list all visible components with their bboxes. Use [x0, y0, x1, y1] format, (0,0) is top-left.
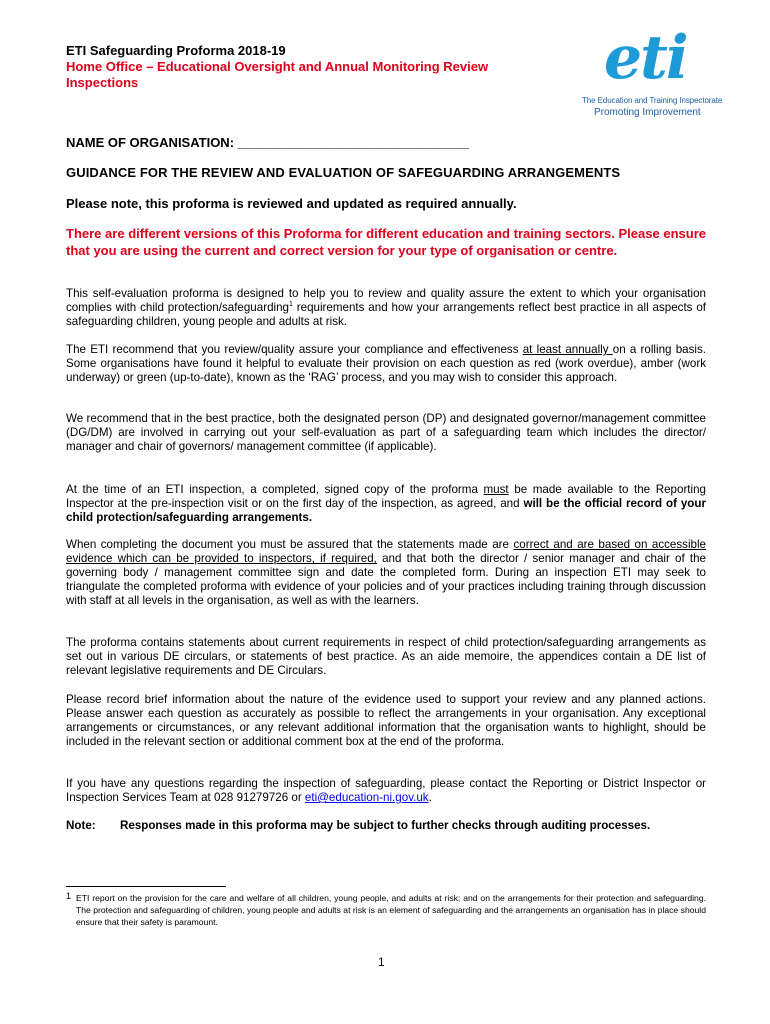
paragraph-best-practice: We recommend that in the best practice, both the designated person (DP) and designated governor/management committee (DG/DM) are involved in carrying out your self-evaluation as part of a safeguarding team which includes the director/ manager and chair of governors/ management committee (if applicable).	[66, 412, 706, 453]
paragraph-statements: The proforma contains statements about current requirements in respect of child protection/safeguarding arrangements as set out in various DE circulars, or statements of best practice. As an aide memoire, the appendices contain a DE list of relevant legislative requirements and DE Circulars.	[66, 636, 706, 677]
document-header	[66, 43, 556, 91]
eti-logo	[580, 23, 730, 122]
guidance-heading: GUIDANCE FOR THE REVIEW AND EVALUATION OF SAFEGUARDING ARRANGEMENTS	[66, 165, 621, 180]
document-title: ETI Safeguarding Proforma 2018-19	[66, 43, 286, 58]
contact-email-link[interactable]: eti@education-ni.gov.uk	[304, 791, 429, 804]
footnote-ref: 1	[289, 301, 293, 309]
version-warning: There are different versions of this Proforma for different education and training sectors. Please ensure that you are using the current and correct version for your type of organisation or centre.	[66, 226, 706, 258]
final-note-text: Responses made in this proforma may be subject to further checks through auditing processes.	[120, 819, 651, 832]
final-note-label: Note:	[66, 819, 96, 832]
paragraph-completing: When completing the document you must be assured that the statements made are correct and are based on accessible evidence which can be provided to inspectors, if required, and that both the director / senior manager and chair of the governing body / management committee sign and date the completed form. During an inspection ETI may seek to triangulate the completed proforma with evidence of your policies and of your practices including training through discussion with staff at all levels in the organisation, as well as with the learners.	[66, 538, 706, 607]
paragraph-evidence: Please record brief information about the nature of the evidence used to support your review and any planned actions. Please answer each question as accurately as possible to reflect the arrangements in your organisation. Any exceptional arrangements or circumstances, or any relevant additional information that the organisation wants to highlight, should be included in the relevant section or additional comment box at the end of the proforma.	[66, 693, 706, 748]
organisation-name-field: NAME OF ORGANISATION: ________________________________	[66, 135, 469, 150]
annual-review-note: Please note, this proforma is reviewed and updated as required annually.	[66, 196, 517, 211]
eti-logo-word: eti	[604, 23, 687, 93]
footnote-text: ETI report on the provision for the care and welfare of all children, young people, and adults at risk; and on the arrangements for their protection and safeguarding. The protection and safeguarding of children, young people and adults at risk is an element of safeguarding and the arrangements an organisation has in place should ensure that their safety is paramount.	[76, 893, 706, 927]
footnote-number: 1	[66, 891, 72, 901]
paragraph-inspection: At the time of an ETI inspection, a completed, signed copy of the proforma must be made available to the Reporting Inspector at the pre-inspection visit or on the first day of the inspection, as agreed, and will be the official record of your child protection/safeguarding arrangements.	[66, 483, 707, 524]
paragraph-contact: If you have any questions regarding the inspection of safeguarding, please contact the Reporting or District Inspector or Inspection Services Team at 028 91279726 or eti@education-ni.gov.uk.	[66, 777, 706, 804]
paragraph-purpose: This self-evaluation proforma is designed to help you to review and quality assure the extent to which your organisation complies with child protection/safeguarding$^1$ requirements and how your arrangements reflect best practice in all aspects of safeguarding children, young people and adults at risk.	[66, 287, 707, 328]
eti-logo-tagline: The Education and Training Inspectorate	[582, 96, 723, 105]
page-number: 1	[378, 955, 385, 969]
paragraph-recommendation: The ETI recommend that you review/quality assure your compliance and effectiveness at least annually on a rolling basis. Some organisations have found it helpful to evaluate their provision on each question as red (work overdue), amber (work underway) or green (up-to-date), known as the ‘RAG’ process, and you may wish to consider this approach.	[66, 343, 706, 384]
eti-logo-slogan: Promoting Improvement	[594, 107, 701, 118]
footnote-divider	[66, 886, 226, 887]
document-subtitle: Home Office – Educational Oversight and Annual Monitoring Review Inspections	[66, 59, 489, 90]
